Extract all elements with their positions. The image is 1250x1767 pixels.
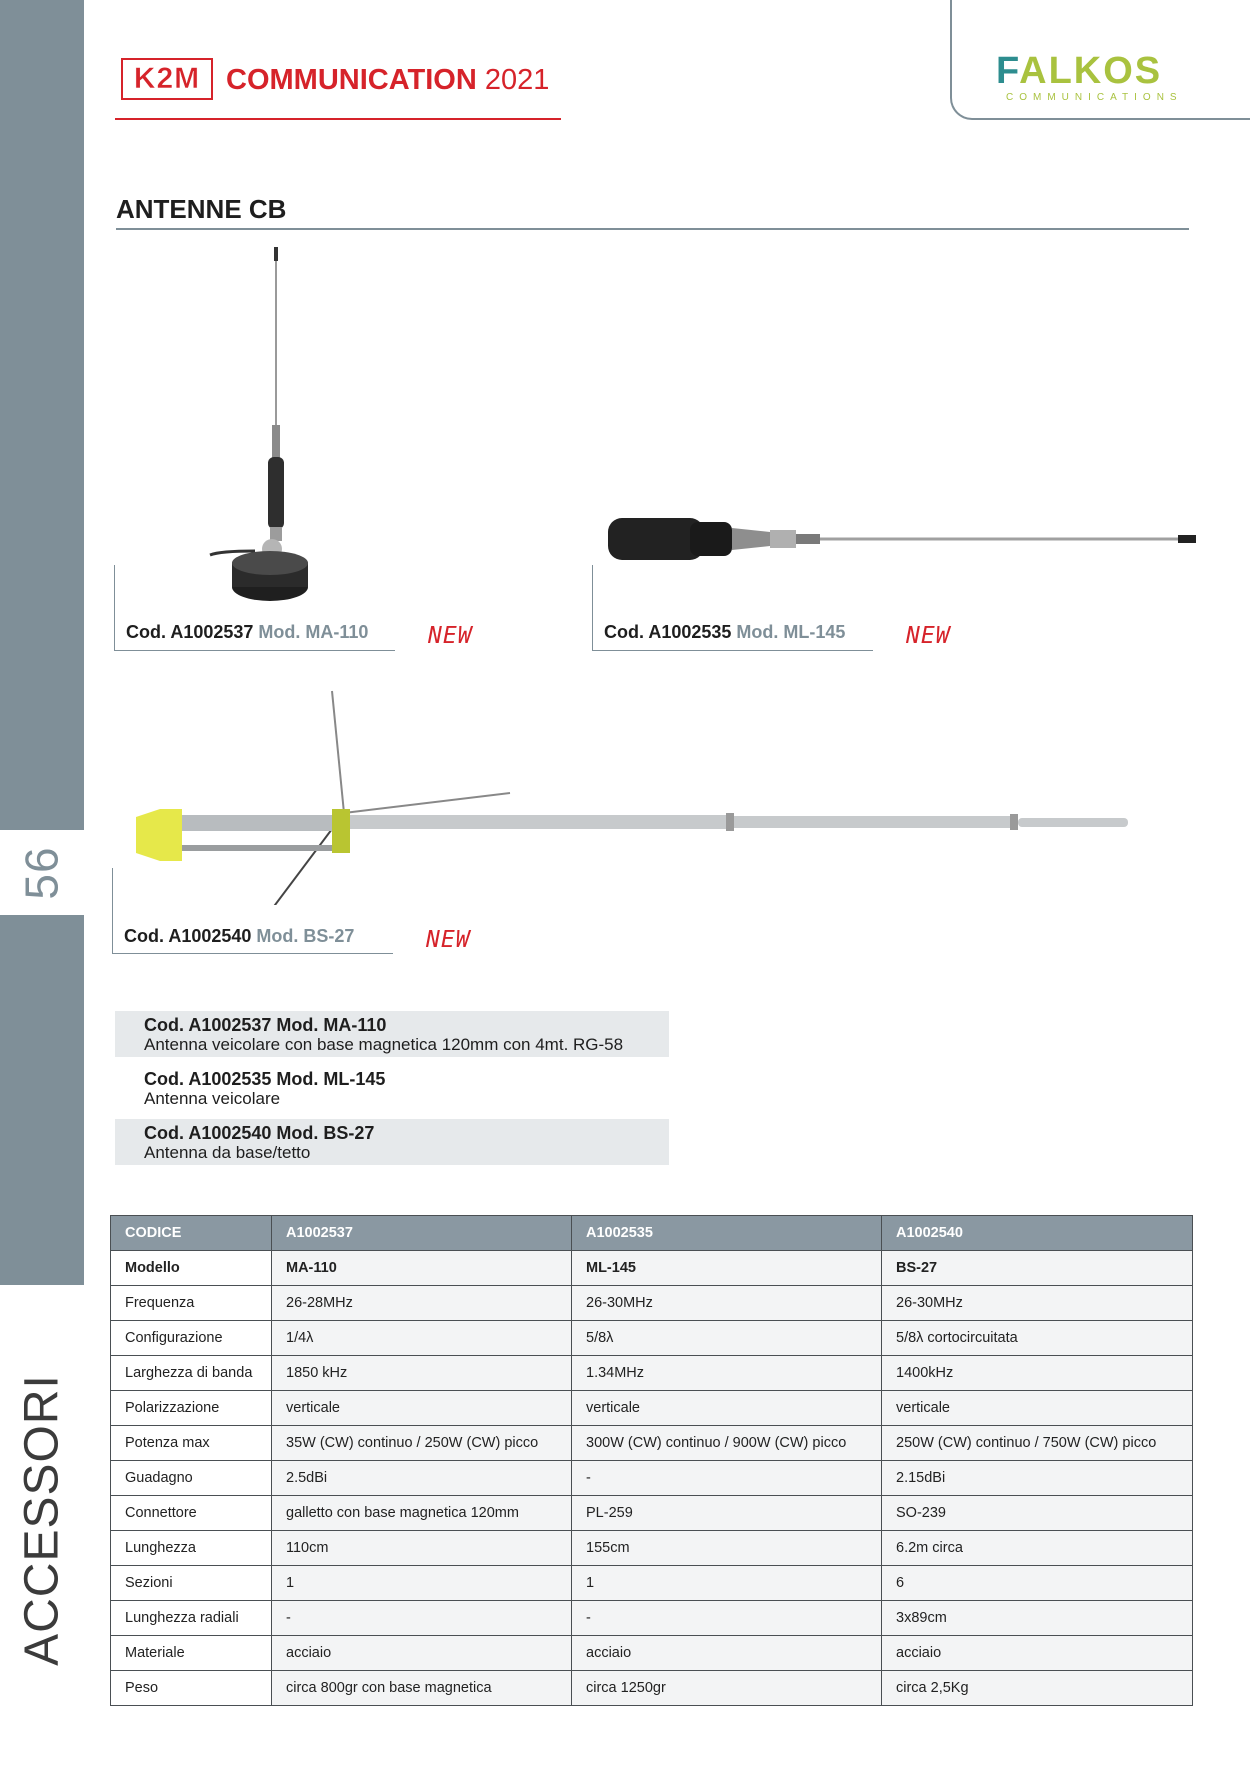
brand-year: 2021 (484, 64, 550, 96)
product-summary-list (115, 1011, 669, 1173)
spec-value-cell: PL-259 (572, 1496, 882, 1531)
spec-value-cell: acciaio (882, 1636, 1193, 1671)
spec-value-cell: 1/4λ (272, 1321, 572, 1356)
spec-value-cell: acciaio (572, 1636, 882, 1671)
summary-item (115, 1119, 669, 1165)
spec-label-cell: Connettore (111, 1496, 272, 1531)
spec-value-cell: 250W (CW) continuo / 750W (CW) picco (882, 1426, 1193, 1461)
spec-value-cell: 2.5dBi (272, 1461, 572, 1496)
page-number: 56 (15, 845, 68, 900)
spec-value-cell: SO-239 (882, 1496, 1193, 1531)
spec-table-row (111, 1566, 1193, 1601)
summary-item-description: Antenna veicolare (144, 1089, 281, 1108)
header-cell: A1002535 (572, 1216, 882, 1251)
spec-value-cell: 3x89cm (882, 1601, 1193, 1636)
spec-value-cell: 1.34MHz (572, 1356, 882, 1391)
spec-label-cell: Configurazione (111, 1321, 272, 1356)
spec-label-cell: Materiale (111, 1636, 272, 1671)
spec-value-cell: galletto con base magnetica 120mm (272, 1496, 572, 1531)
new-badge: NEW (426, 927, 471, 953)
brand-title: COMMUNICATION 2021 (226, 64, 550, 96)
spec-table-body (111, 1251, 1193, 1706)
spec-value-cell: 35W (CW) continuo / 250W (CW) picco (272, 1426, 572, 1461)
spec-value-cell: 5/8λ cortocircuitata (882, 1321, 1193, 1356)
spec-value-cell: 300W (CW) continuo / 900W (CW) picco (572, 1426, 882, 1461)
spec-value-cell: acciaio (272, 1636, 572, 1671)
brand-underline (115, 118, 561, 120)
spec-value-cell: 6.2m circa (882, 1531, 1193, 1566)
spec-value-cell: MA-110 (272, 1251, 572, 1286)
product-caption: Cod. A1002540 Mod. BS-27 (124, 926, 355, 946)
spec-table-row (111, 1426, 1193, 1461)
spec-value-cell: BS-27 (882, 1251, 1193, 1286)
spec-value-cell: - (272, 1601, 572, 1636)
spec-value-cell: 26-30MHz (882, 1286, 1193, 1321)
product-caption: Cod. A1002537 Mod. MA-110 (126, 622, 369, 642)
spec-table-row (111, 1671, 1193, 1706)
new-badge: NEW (906, 623, 951, 649)
spec-label-cell: Frequenza (111, 1286, 272, 1321)
spec-value-cell: ML-145 (572, 1251, 882, 1286)
section-label: ACCESSORI (15, 1374, 69, 1666)
spec-table-row (111, 1321, 1193, 1356)
spec-value-cell: circa 1250gr (572, 1671, 882, 1706)
spec-label-cell: Larghezza di banda (111, 1356, 272, 1391)
spec-label-cell: Modello (111, 1251, 272, 1286)
falkos-logo: FALKOS (996, 50, 1163, 92)
spec-table (110, 1215, 1193, 1706)
spec-value-cell: verticale (572, 1391, 882, 1426)
spec-label-cell: Sezioni (111, 1566, 272, 1601)
spec-value-cell: verticale (882, 1391, 1193, 1426)
spec-value-cell: circa 2,5Kg (882, 1671, 1193, 1706)
header-cell: A1002540 (882, 1216, 1193, 1251)
spec-label-cell: Lunghezza radiali (111, 1601, 272, 1636)
spec-value-cell: - (572, 1461, 882, 1496)
summary-item (115, 1065, 669, 1111)
spec-table-row (111, 1601, 1193, 1636)
title-divider (116, 228, 1189, 230)
product-caption: Cod. A1002535 Mod. ML-145 (604, 622, 846, 642)
spec-label-cell: Potenza max (111, 1426, 272, 1461)
spec-value-cell: 5/8λ (572, 1321, 882, 1356)
spec-table-row (111, 1461, 1193, 1496)
sidebar-band-bottom (0, 915, 84, 1285)
summary-item-description: Antenna veicolare con base magnetica 120mm con 4mt. RG-58 (144, 1035, 624, 1054)
spec-value-cell: 1 (272, 1566, 572, 1601)
spec-table-row (111, 1356, 1193, 1391)
header-cell: CODICE (111, 1216, 272, 1251)
spec-table-row (111, 1286, 1193, 1321)
sidebar-band-top (0, 0, 84, 830)
spec-label-cell: Peso (111, 1671, 272, 1706)
summary-item-title: Cod. A1002540 Mod. BS-27 (144, 1123, 375, 1143)
spec-value-cell: 6 (882, 1566, 1193, 1601)
magnetic-mount-antenna-image (200, 245, 330, 615)
spec-label-cell: Polarizzazione (111, 1391, 272, 1426)
summary-item-description: Antenna da base/tetto (144, 1143, 311, 1162)
spec-value-cell: 1400kHz (882, 1356, 1193, 1391)
spec-value-cell: circa 800gr con base magnetica (272, 1671, 572, 1706)
page-title: ANTENNE CB (116, 194, 287, 224)
whip-vehicle-antenna-image (600, 510, 1200, 570)
header-cell: A1002537 (272, 1216, 572, 1251)
k2m-logo: K2M (121, 58, 213, 100)
summary-item (115, 1011, 669, 1057)
spec-value-cell: 1 (572, 1566, 882, 1601)
spec-value-cell: - (572, 1601, 882, 1636)
spec-table-row (111, 1636, 1193, 1671)
spec-value-cell: 1850 kHz (272, 1356, 572, 1391)
spec-table-row (111, 1531, 1193, 1566)
summary-item-title: Cod. A1002537 Mod. MA-110 (144, 1015, 387, 1035)
spec-value-cell: 26-30MHz (572, 1286, 882, 1321)
spec-table-row (111, 1391, 1193, 1426)
spec-value-cell: 26-28MHz (272, 1286, 572, 1321)
spec-table-header (111, 1216, 1193, 1251)
spec-value-cell: verticale (272, 1391, 572, 1426)
summary-item-title: Cod. A1002535 Mod. ML-145 (144, 1069, 386, 1089)
spec-value-cell: 2.15dBi (882, 1461, 1193, 1496)
falkos-tagline: COMMUNICATIONS (1006, 92, 1183, 103)
spec-label-cell: Lunghezza (111, 1531, 272, 1566)
spec-value-cell: 155cm (572, 1531, 882, 1566)
spec-table-row (111, 1251, 1193, 1286)
spec-table-row (111, 1496, 1193, 1531)
spec-value-cell: 110cm (272, 1531, 572, 1566)
spec-label-cell: Guadagno (111, 1461, 272, 1496)
new-badge: NEW (428, 623, 473, 649)
